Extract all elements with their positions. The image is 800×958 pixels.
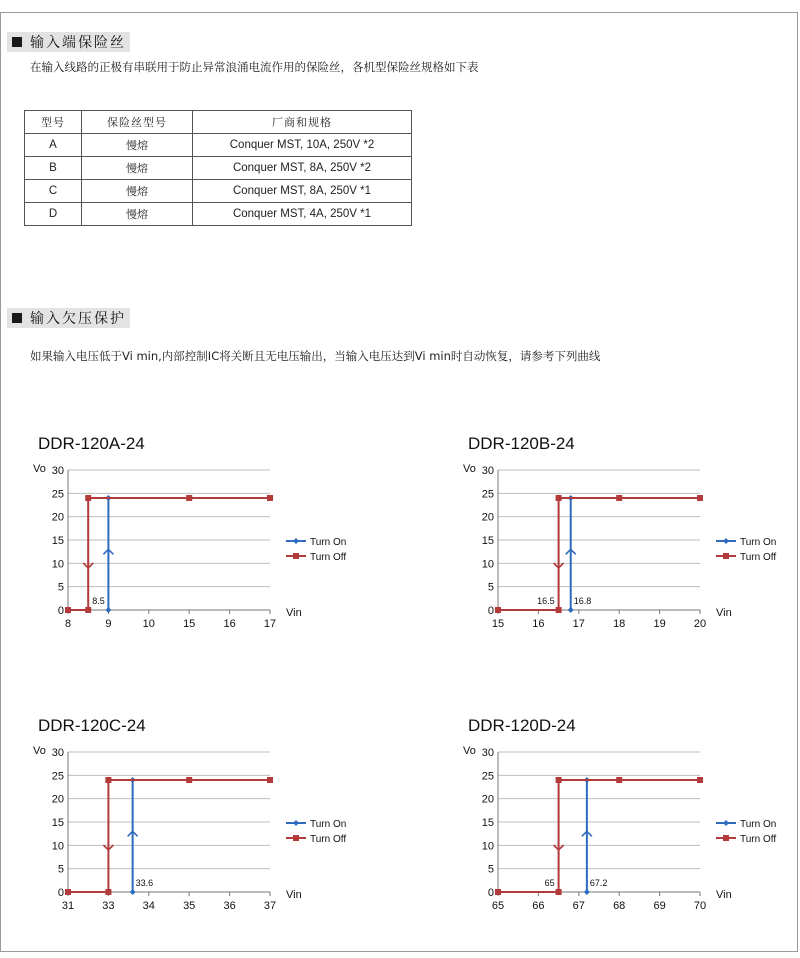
x-axis-label: Vin	[286, 607, 302, 619]
table-cell: 慢熔	[82, 203, 193, 226]
y-tick-label: 15	[481, 817, 494, 829]
legend-label: Turn On	[740, 819, 777, 830]
legend-label: Turn On	[310, 537, 347, 548]
y-tick-label: 25	[51, 770, 64, 783]
x-tick-label: 65	[491, 900, 505, 912]
table-cell: D	[25, 203, 82, 226]
turn-off-point	[105, 777, 111, 783]
y-tick-label: 20	[51, 793, 64, 806]
square-bullet-icon	[12, 313, 22, 323]
legend-label: Turn Off	[310, 834, 347, 845]
turn-off-point	[697, 777, 703, 783]
x-tick-label: 17	[263, 618, 277, 630]
turn-off-point	[267, 777, 273, 783]
legend-marker	[723, 553, 729, 559]
fuse-spec-table	[24, 110, 412, 226]
table-row	[25, 157, 412, 180]
x-tick-label: 35	[183, 900, 196, 912]
x-tick-label: 67	[572, 900, 585, 912]
y-axis-label: Vo	[33, 463, 46, 475]
table-cell: C	[25, 180, 82, 203]
y-tick-label: 10	[51, 840, 64, 853]
x-tick-label: 68	[613, 900, 626, 912]
threshold-label: 16.5	[537, 596, 555, 606]
section-title: 输入端保险丝	[30, 35, 126, 51]
table-row	[25, 180, 412, 203]
x-tick-label: 31	[61, 900, 75, 912]
y-tick-label: 5	[57, 863, 64, 876]
y-tick-label: 10	[481, 558, 494, 571]
turn-on-line	[587, 780, 700, 892]
x-tick-label: 66	[532, 900, 545, 912]
section-description: 如果输入电压低于Vi min,内部控制IC将关断且无电压输出，当输入电压达到Vi min时自动恢复，请参考下列曲线	[30, 349, 601, 363]
chart-ddr-120c-24	[30, 712, 370, 927]
x-tick-label: 16	[223, 618, 236, 630]
x-tick-label: 70	[693, 900, 707, 912]
y-tick-label: 5	[487, 863, 494, 876]
turn-off-point	[267, 495, 273, 501]
y-tick-label: 10	[51, 558, 64, 571]
legend-marker	[293, 538, 299, 544]
legend-marker	[293, 820, 299, 826]
threshold-label: 67.2	[589, 878, 608, 888]
legend-marker	[723, 835, 729, 841]
y-tick-label: 25	[51, 488, 64, 501]
x-tick-label: 17	[572, 618, 585, 630]
table-cell: Conquer MST, 10A, 250V *2	[193, 134, 412, 157]
x-tick-label: 34	[142, 900, 155, 912]
turn-on-line	[108, 498, 270, 610]
threshold-label: 16.8	[573, 596, 592, 606]
y-tick-label: 30	[51, 747, 64, 759]
section-title: 输入欠压保护	[30, 311, 126, 327]
section-description: 在输入线路的正极有串联用于防止异常浪涌电流作用的保险丝，各机型保险丝规格如下表	[30, 60, 479, 74]
turn-off-line	[68, 498, 270, 610]
turn-off-point	[556, 607, 562, 613]
threshold-label: 8.5	[92, 596, 105, 606]
legend-label: Turn Off	[310, 552, 347, 563]
section-header-undervoltage	[7, 308, 130, 328]
turn-off-point	[105, 889, 111, 895]
x-axis-label: Vin	[286, 889, 302, 901]
turn-on-point	[584, 889, 590, 895]
turn-on-line	[571, 498, 700, 610]
y-tick-label: 20	[51, 511, 64, 524]
x-tick-label: 15	[491, 618, 505, 630]
legend-label: Turn Off	[740, 552, 777, 563]
y-tick-label: 15	[51, 817, 64, 829]
y-tick-label: 0	[57, 887, 64, 899]
x-tick-label: 19	[653, 618, 666, 630]
turn-off-point	[186, 777, 192, 783]
turn-off-point	[556, 777, 562, 783]
table-row	[25, 203, 412, 226]
chart-ddr-120a-24	[30, 430, 370, 645]
table-cell: B	[25, 157, 82, 180]
x-tick-label: 36	[223, 900, 236, 912]
table-cell: Conquer MST, 8A, 250V *1	[193, 180, 412, 203]
table-cell: 慢熔	[82, 157, 193, 180]
chart-title: DDR-120B-24	[468, 434, 575, 453]
turn-off-point	[85, 607, 91, 613]
chart-ddr-120d-24	[460, 712, 800, 927]
chart-ddr-120b-24	[460, 430, 800, 645]
table-cell: 慢熔	[82, 134, 193, 157]
x-tick-label: 8	[64, 618, 72, 630]
x-tick-label: 15	[183, 618, 196, 630]
y-tick-label: 0	[487, 887, 494, 899]
y-tick-label: 25	[481, 770, 494, 783]
x-tick-label: 10	[142, 618, 155, 630]
square-bullet-icon	[12, 37, 22, 47]
turn-on-point	[130, 889, 136, 895]
turn-off-line	[498, 780, 700, 892]
turn-off-point	[556, 495, 562, 501]
turn-off-point	[65, 889, 71, 895]
x-tick-label: 37	[263, 900, 277, 912]
turn-on-point	[105, 607, 111, 613]
y-tick-label: 0	[57, 605, 64, 617]
threshold-label: 65	[544, 878, 555, 888]
column-header: 厂商和规格	[193, 111, 412, 134]
y-axis-label: Vo	[33, 745, 46, 757]
legend-label: Turn Off	[740, 834, 777, 845]
turn-off-line	[68, 780, 270, 892]
turn-off-line	[498, 498, 700, 610]
legend-label: Turn On	[310, 819, 347, 830]
y-tick-label: 30	[51, 465, 64, 477]
y-tick-label: 30	[481, 465, 494, 477]
chart-title: DDR-120D-24	[468, 716, 576, 735]
table-cell: Conquer MST, 4A, 250V *1	[193, 203, 412, 226]
section-header-input-fuse	[7, 32, 130, 52]
y-tick-label: 10	[481, 840, 494, 853]
turn-off-point	[616, 777, 622, 783]
table-row	[25, 134, 412, 157]
legend-marker	[293, 835, 299, 841]
y-tick-label: 0	[487, 605, 494, 617]
turn-off-point	[616, 495, 622, 501]
chart-title: DDR-120A-24	[38, 434, 145, 453]
x-axis-label: Vin	[716, 889, 732, 901]
column-header: 型号	[25, 111, 82, 134]
turn-off-point	[697, 495, 703, 501]
turn-off-point	[495, 607, 501, 613]
table-header-row	[25, 111, 412, 134]
y-axis-label: Vo	[463, 463, 476, 475]
y-tick-label: 5	[487, 581, 494, 594]
table-cell: 慢熔	[82, 180, 193, 203]
legend-marker	[723, 820, 729, 826]
y-tick-label: 20	[481, 511, 494, 524]
x-tick-label: 9	[105, 618, 112, 630]
y-tick-label: 15	[481, 535, 494, 547]
x-tick-label: 20	[693, 618, 707, 630]
y-axis-label: Vo	[463, 745, 476, 757]
y-tick-label: 5	[57, 581, 64, 594]
turn-on-point	[568, 607, 574, 613]
chart-title: DDR-120C-24	[38, 716, 146, 735]
table-cell: A	[25, 134, 82, 157]
turn-off-point	[186, 495, 192, 501]
threshold-label: 33.6	[135, 878, 154, 888]
table-cell: Conquer MST, 8A, 250V *2	[193, 157, 412, 180]
x-tick-label: 69	[653, 900, 666, 912]
x-tick-label: 18	[613, 618, 626, 630]
y-tick-label: 30	[481, 747, 494, 759]
y-tick-label: 15	[51, 535, 64, 547]
y-tick-label: 20	[481, 793, 494, 806]
y-tick-label: 25	[481, 488, 494, 501]
x-tick-label: 16	[532, 618, 545, 630]
legend-label: Turn On	[740, 537, 777, 548]
turn-on-line	[133, 780, 270, 892]
turn-off-point	[556, 889, 562, 895]
turn-off-point	[85, 495, 91, 501]
x-tick-label: 33	[102, 900, 115, 912]
column-header: 保险丝型号	[82, 111, 193, 134]
turn-off-point	[65, 607, 71, 613]
x-axis-label: Vin	[716, 607, 732, 619]
legend-marker	[293, 553, 299, 559]
legend-marker	[723, 538, 729, 544]
turn-off-point	[495, 889, 501, 895]
